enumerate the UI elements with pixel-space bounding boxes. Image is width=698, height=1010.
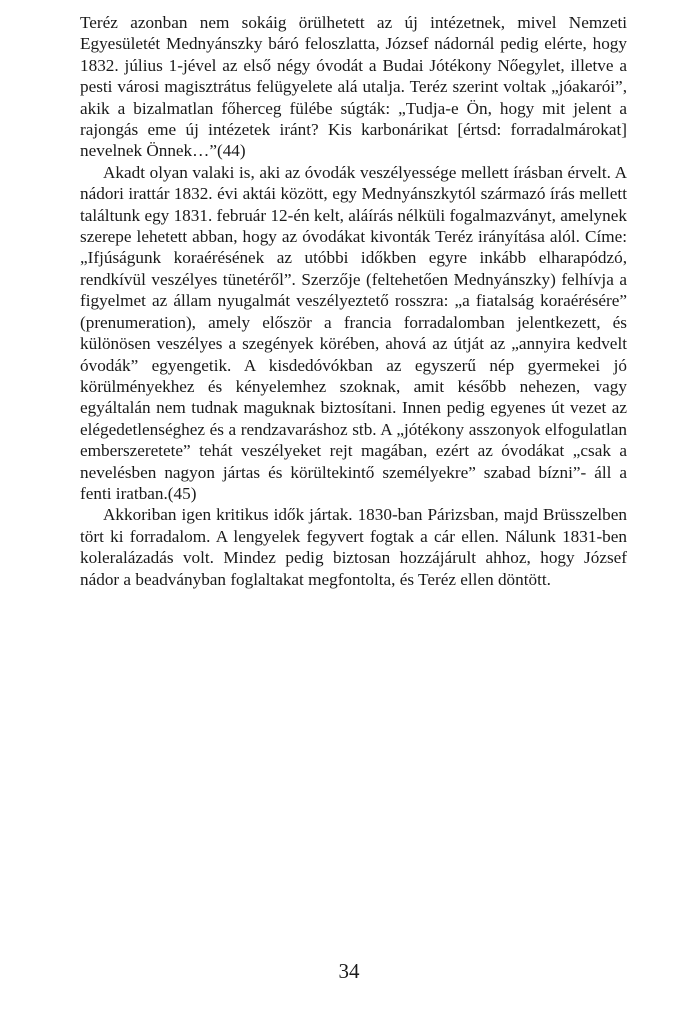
page-number: 34 — [338, 959, 360, 983]
paragraph-1: Teréz azonban nem sokáig örülhetett az új intézetnek, mivel Nemzeti Egyesületét Mednyánszky báró feloszlatta, József nádornál pedig elérte, hogy 1832. július 1-jével az első négy óvodát a Budai Jótékony Nőegylet, illetve a pesti városi magisztrátus felügyelete alá utalja. Teréz szerint voltak „jóakarói”, akik a bizalmatlan főherceg fülébe súgták: „Tudja-e Ön, hogy mit jelent a rajongás eme új intézetek iránt? Kis karbonárikat [értsd: forradalmárokat] nevelnek Önnek…”(44) — [80, 13, 627, 161]
page-body — [80, 12, 627, 590]
paragraph-2: Akadt olyan valaki is, aki az óvodák veszélyessége mellett írásban érvelt. A nádori irattár 1832. évi aktái között, egy Mednyánszkytól származó írás mellett találtunk egy 1831. február 12-én kelt, aláírás nélküli fogalmazványt, amelynek szerepe lehetett abban, hogy az óvodákat kivonták Teréz irányítása alól. Címe: „Ifjúságunk koraérésének az utóbbi időkben egyre inkább elharapódzó, rendkívül veszélyes tünetéről”. Szerzője (feltehetően Mednyánszky) felhívja a figyelmet az állam nyugalmát veszélyeztető rosszra: „a fiatalság koraérésére” (prenumeration), amely először a francia forradalomban jelentkezett, és különösen veszélyes a szegények körében, ahová az útját az „annyira kedvelt óvodák” egyengetik. A kisdedóvókban az egyszerű nép gyermekei jó körülményekhez és kényelemhez szoknak, amit később nehezen, vagy egyáltalán nem tudnak maguknak biztosítani. Innen pedig egyenes út vezet az elégedetlenséghez és a rendzavaráshoz stb. A „jótékony asszonyok elfogulatlan emberszeretete” tehát veszélyeket rejt magában, ezért az óvodákat „csak a nevelésben nagyon jártas és körültekintő személyekre” szabad bízni”- áll a fenti iratban.(45) — [80, 162, 627, 503]
paragraph-3: Akkoriban igen kritikus idők jártak. 1830-ban Párizsban, majd Brüsszelben tört ki forradalom. A lengyelek fegyvert fogtak a cár ellen. Nálunk 1831-ben koleralázadás volt. Mindez pedig biztosan hozzájárult ahhoz, hogy József nádor a beadványban foglaltakat megfontolta, és Teréz ellen döntött. — [80, 505, 627, 589]
